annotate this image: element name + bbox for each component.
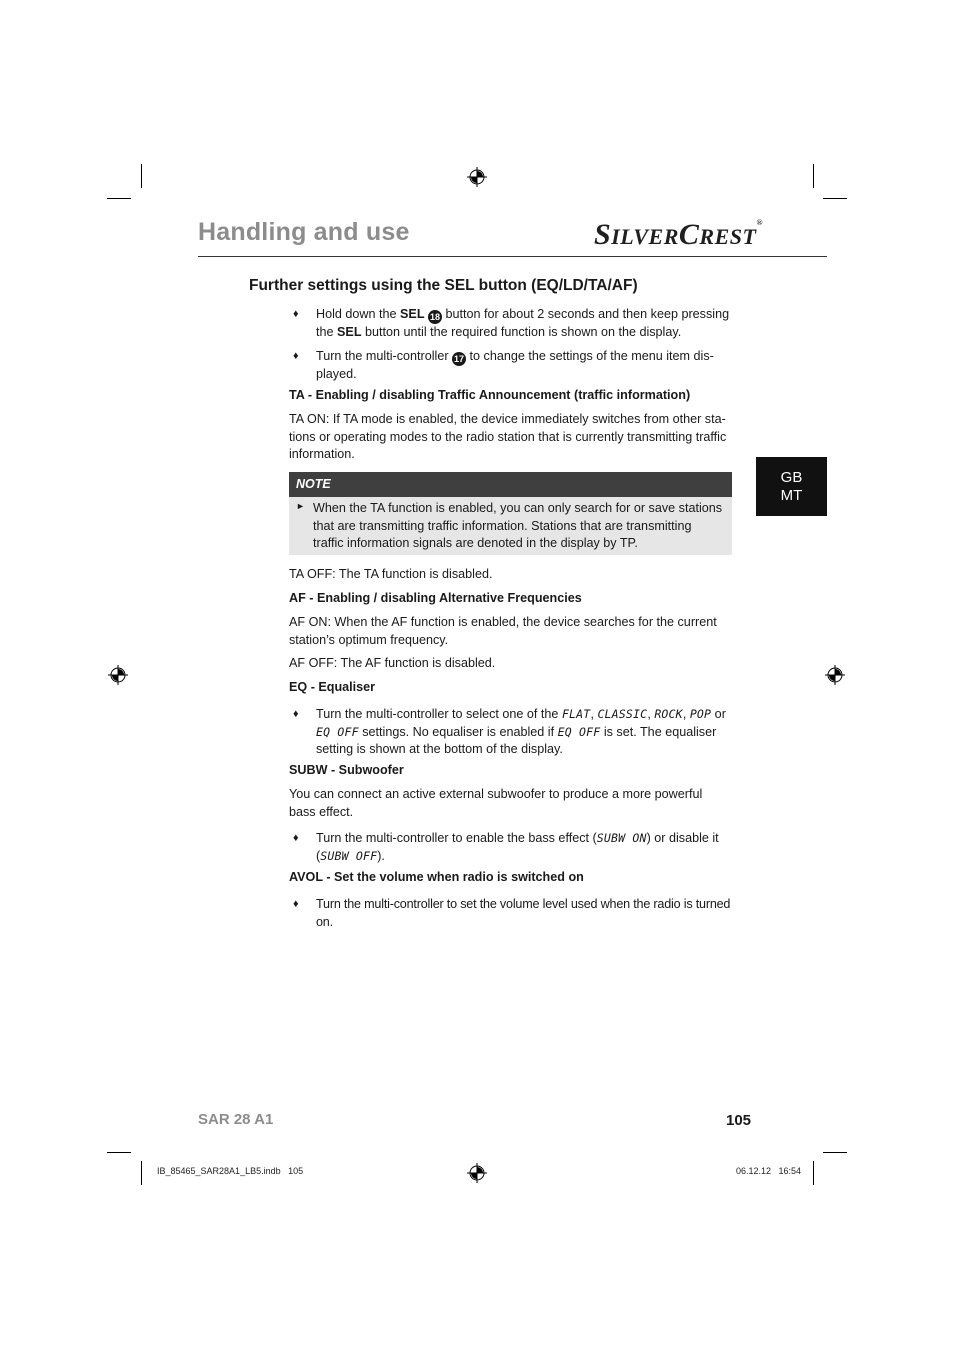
af-on-paragraph: AF ON: When the AF function is enabled, the device searches for the current station’s optimum frequency. xyxy=(289,615,717,647)
text-run: SEL xyxy=(337,325,362,339)
bullet-icon: ♦ xyxy=(293,832,299,844)
text-run: to change the settings of the menu item dis-played. xyxy=(316,349,714,381)
note-text: When the TA function is enabled, you can only search for or save stations that are transmitting traffic information. Stations that are transmitting traffic information signals are denoted in the display by TP. xyxy=(313,501,723,550)
text-run: Turn the multi-controller to enable the bass effect ( xyxy=(316,831,597,845)
text-run: Hold down the xyxy=(316,307,401,321)
note-label: NOTE xyxy=(296,477,331,491)
subw-paragraph: You can connect an active external subwoofer to produce a more powerful bass effect. xyxy=(289,787,703,819)
af-off-paragraph: AF OFF: The AF function is disabled. xyxy=(289,656,496,670)
subheading-ta: TA - Enabling / disabling Traffic Announcement (traffic information) xyxy=(289,388,691,402)
subheading-subw: SUBW - Subwoofer xyxy=(289,763,404,777)
note-header xyxy=(289,472,732,497)
lcd-text: ROCK xyxy=(654,707,683,721)
subheading-avol: AVOL - Set the volume when radio is switched on xyxy=(289,870,584,884)
control-number-badge: 17 xyxy=(454,354,465,364)
ta-off-paragraph: TA OFF: The TA function is disabled. xyxy=(289,567,493,581)
crop-mark xyxy=(107,1152,131,1153)
list-item xyxy=(289,706,732,759)
brand-letter: S xyxy=(594,218,612,251)
text-run: is set. The equaliser setting is shown at the bottom of the display. xyxy=(316,724,717,756)
text-run: Turn the multi-controller xyxy=(316,349,453,363)
text-run: or xyxy=(711,707,726,721)
text-run: Turn the multi-controller to set the volume level used when the radio is turned on. xyxy=(316,897,731,929)
text-run: , xyxy=(647,707,655,721)
control-number-badge: 18 xyxy=(430,312,441,322)
crop-mark xyxy=(823,198,847,199)
bullet-icon: ♦ xyxy=(293,708,299,720)
crop-mark xyxy=(141,164,142,188)
section-title: Further settings using the SEL button (EQ/LD/TA/AF) xyxy=(249,277,638,294)
text-run: settings. No equaliser is enabled if xyxy=(358,724,558,739)
bullet-icon: ♦ xyxy=(293,350,299,362)
subheading-af: AF - Enabling / disabling Alternative Frequencies xyxy=(289,591,582,605)
lcd-text: CLASSIC xyxy=(597,707,648,721)
lcd-text: FLAT xyxy=(561,707,591,721)
text-run: ). xyxy=(377,848,385,863)
lcd-text: POP xyxy=(689,707,712,721)
list-item xyxy=(289,348,732,384)
bullet-icon: ♦ xyxy=(293,308,299,320)
text-run: button for about 2 seconds and then keep pressing the xyxy=(316,307,730,339)
brand-logo xyxy=(594,218,763,252)
crop-mark xyxy=(107,198,131,199)
text-run: , xyxy=(590,707,598,721)
registration-mark-icon xyxy=(108,665,128,685)
text-run: , xyxy=(682,707,690,721)
language-tab-line1: GB xyxy=(780,469,803,486)
crop-mark xyxy=(823,1152,847,1153)
crop-mark xyxy=(813,164,814,188)
print-slug-file: IB_85465_SAR28A1_LB5.indb 105 xyxy=(157,1166,304,1176)
registration-mark-icon xyxy=(467,1163,487,1183)
brand-letters: REST xyxy=(699,224,757,249)
list-item xyxy=(289,306,732,342)
text-run: SEL xyxy=(400,307,425,321)
crop-mark xyxy=(813,1161,814,1185)
page-header-title: Handling and use xyxy=(198,218,410,246)
lcd-text: SUBW OFF xyxy=(320,848,378,863)
registered-mark: ® xyxy=(756,218,763,227)
language-tab xyxy=(756,457,827,516)
registration-mark-icon xyxy=(467,167,487,187)
print-slug-date: 06.12.12 16:54 xyxy=(736,1166,802,1176)
crop-mark xyxy=(141,1161,142,1185)
model-number: SAR 28 A1 xyxy=(198,1111,274,1128)
arrow-right-icon: ► xyxy=(296,501,305,511)
ta-on-paragraph: TA ON: If TA mode is enabled, the device immediately switches from other sta-tions or operating modes to the radio station that is currently transmitting traffic information. xyxy=(289,412,727,461)
list-item xyxy=(289,896,732,931)
lcd-text: EQ OFF xyxy=(557,724,601,739)
brand-letters: ILVER xyxy=(611,224,679,249)
text-run: ) or disable it ( xyxy=(316,831,719,863)
page-number: 105 xyxy=(726,1112,752,1129)
language-tab-line2: MT xyxy=(780,487,803,504)
lcd-text: EQ OFF xyxy=(316,724,359,739)
text-run: button until the required function is shown on the display. xyxy=(361,325,682,339)
registration-mark-icon xyxy=(825,665,845,685)
list-item xyxy=(289,830,732,865)
bullet-icon: ♦ xyxy=(293,898,299,910)
subheading-eq: EQ - Equaliser xyxy=(289,680,376,694)
brand-letter: C xyxy=(678,218,700,251)
text-run: Turn the multi-controller to select one of the xyxy=(316,707,562,721)
header-rule xyxy=(198,256,827,257)
lcd-text: SUBW ON xyxy=(596,831,647,845)
